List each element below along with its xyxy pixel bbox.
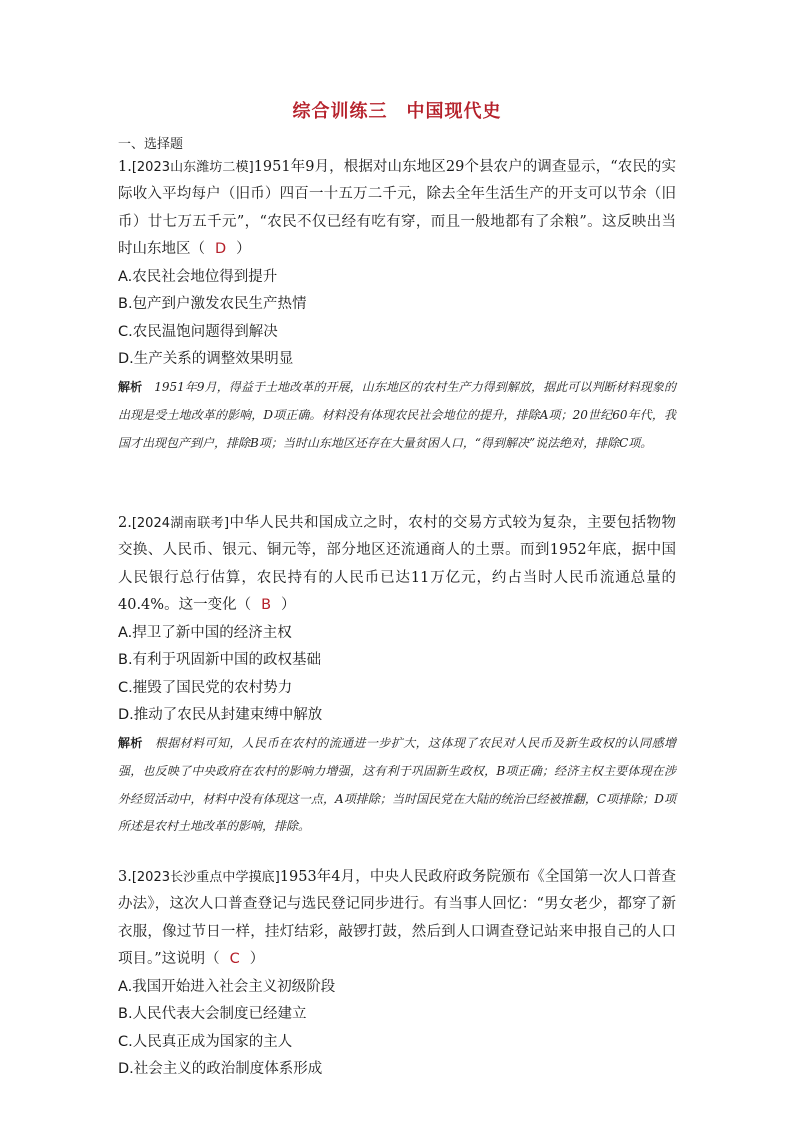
option-c: C.摧毁了国民党的农村势力 [118,679,293,696]
question-source: [2024湖南联考] [131,516,230,531]
question-1 [118,154,676,457]
option-d: D.推动了农民从封建束缚中解放 [118,707,323,724]
explanation [118,730,676,841]
explanation-label: 解析 [118,380,143,394]
question-stem: 1.[2023山东潍坊二模]1951年9月，根据对山东地区29个县农户的调查显示，“农民的实际收入平均每户（旧币）四百一十五万二千元，除去全年生活生产的开支可以节余（旧币）廿七万五千元”，“农民不仅已经有吃有穿，而且一般地都有了余粮”。这反映出当时山东地区（ D ） [118,159,676,258]
page-title: 综合训练三 中国现代史 [292,101,502,122]
option-d: D.生产关系的调整效果明显 [118,351,294,368]
question-number: 2. [118,515,132,531]
question-text: 1953年4月，中央人民政府政务院颁布《全国第一次人口普查办法》，这次人口普查登记与选民登记同步进行。有当事人回忆：“男女老少，都穿了新衣服，像过节日一样，挂灯结彩，敲锣打鼓，然后到人口调查登记站来申报自己的人口项目。”这说明（ [118,869,676,968]
option-b: B.包产到户激发农民生产热情 [118,296,307,313]
explanation-label: 解析 [118,736,143,750]
option-b: B.人民代表大会制度已经建立 [118,1006,307,1023]
option-a: A.捍卫了新中国的经济主权 [118,624,292,641]
option-c: C.人民真正成为国家的主人 [118,1033,293,1050]
explanation [118,374,676,457]
explanation-text: 1951年9月，得益于土地改革的开展，山东地区的农村生产力得到解放，据此可以判断材料现象的出现是受土地改革的影响，D项正确。材料没有体现农民社会地位的提升，排除A项；20世纪60年代，我国才出现包产到户，排除B项；当时山东地区还存在大量贫困人口，“得到解决”说法绝对，排除C项。 [118,380,676,450]
question-source: [2023长沙重点中学摸底] [131,870,280,885]
question-text: 1951年9月，根据对山东地区29个县农户的调查显示，“农民的实际收入平均每户（旧币）四百一十五万二千元，除去全年生活生产的开支可以节余（旧币）廿七万五千元”，“农民不仅已经有吃有穿，而且一般地都有了余粮”。这反映出当时山东地区（ [118,159,676,258]
option-a: A.农民社会地位得到提升 [118,268,278,285]
question-text: 中华人民共和国成立之时，农村的交易方式较为复杂，主要包括物物交换、人民币、银元、铜元等，部分地区还流通商人的土票。而到1952年底，据中国人民银行总行估算，农民持有的人民币已达11万亿元，约占当时人民币流通总量的40.4%。这一变化（ [118,515,676,614]
option-b: B.有利于巩固新中国的政权基础 [118,652,322,669]
question-stem: 3.[2023长沙重点中学摸底]1953年4月，中央人民政府政务院颁布《全国第一次人口普查办法》，这次人口普查登记与选民登记同步进行。有当事人回忆：“男女老少，都穿了新衣服，像过节日一样，挂灯结彩，敲锣打鼓，然后到人口调查登记站来申报自己的人口项目。”这说明（ C ） [118,869,676,968]
question-stem: 2.[2024湖南联考]中华人民共和国成立之时，农村的交易方式较为复杂，主要包括物物交换、人民币、银元、铜元等，部分地区还流通商人的土票。而到1952年底，据中国人民银行总行估算，农民持有的人民币已达11万亿元，约占当时人民币流通总量的40.4%。这一变化（ B ） [118,515,676,614]
question-source: [2023山东潍坊二模] [131,160,254,175]
answer-letter: D [215,241,227,258]
section-title: 一、选择题 [118,137,184,152]
option-c: C.农民温饱问题得到解决 [118,323,278,340]
question-number: 1. [118,159,132,175]
question-2 [118,510,676,841]
explanation-text: 根据材料可知，人民币在农村的流通进一步扩大，这体现了农民对人民币及新生政权的认同感增强，也反映了中央政府在农村的影响力增强，这有利于巩固新生政权，B项正确；经济主权主要体现在涉外经贸活动中，材料中没有体现这一点，A项排除；当时国民党在大陆的统治已经被推翻，C项排除；D项所述是农村土地改革的影响，排除。 [118,736,676,834]
option-d: D.社会主义的政治制度体系形成 [118,1061,323,1078]
answer-letter: B [261,597,272,614]
answer-letter: C [229,951,240,968]
option-a: A.我国开始进入社会主义初级阶段 [118,978,336,995]
question-3 [118,864,676,1084]
question-number: 3. [118,869,132,885]
